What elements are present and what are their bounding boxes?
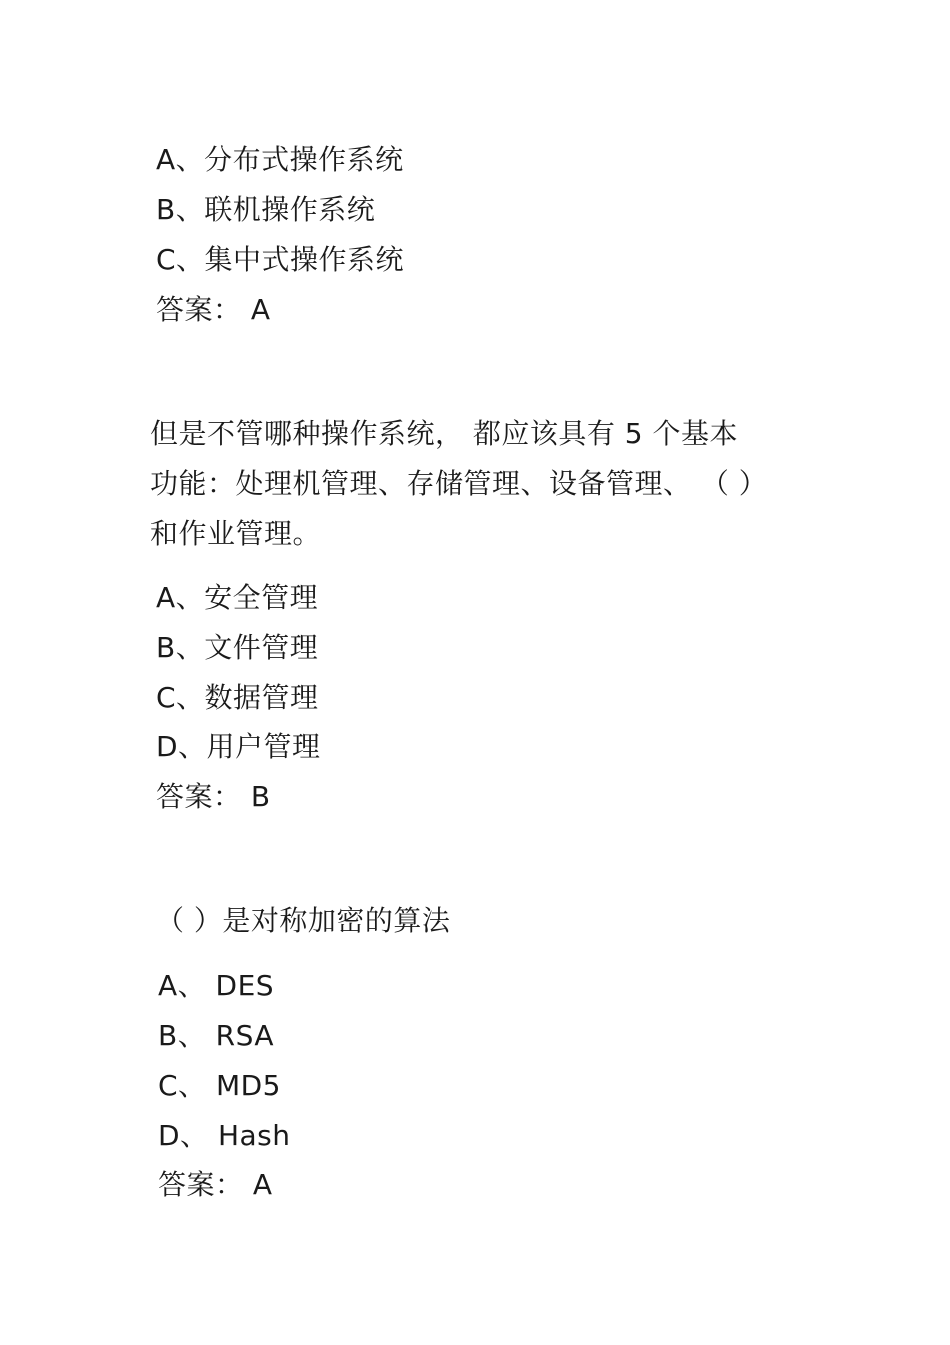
- q2-option-a: A、安全管理: [156, 581, 319, 614]
- q1-answer: 答案： A: [156, 293, 271, 326]
- q2-option-b: B、文件管理: [156, 631, 319, 664]
- q3-stem: （ ）是对称加密的算法: [156, 904, 451, 937]
- q2-option-d: D、用户管理: [156, 730, 321, 763]
- q2-answer: 答案： B: [156, 780, 271, 813]
- q2-stem-line-1: 但是不管哪种操作系统， 都应该具有 5 个基本: [150, 417, 739, 450]
- q3-option-c: C、 MD5: [158, 1069, 281, 1102]
- q2-stem-line-3: 和作业管理。: [150, 517, 322, 550]
- q3-answer: 答案： A: [158, 1168, 273, 1201]
- q2-option-c: C、数据管理: [156, 681, 319, 714]
- q3-option-a: A、 DES: [158, 969, 275, 1002]
- q2-stem-line-2: 功能：处理机管理、存储管理、设备管理、 （ ）: [150, 467, 768, 500]
- q3-option-d: D、 Hash: [158, 1119, 291, 1152]
- q1-option-b: B、联机操作系统: [156, 193, 376, 226]
- q1-option-a: A、分布式操作系统: [156, 143, 404, 176]
- q1-option-c: C、集中式操作系统: [156, 243, 405, 276]
- q3-option-b: B、 RSA: [158, 1019, 275, 1052]
